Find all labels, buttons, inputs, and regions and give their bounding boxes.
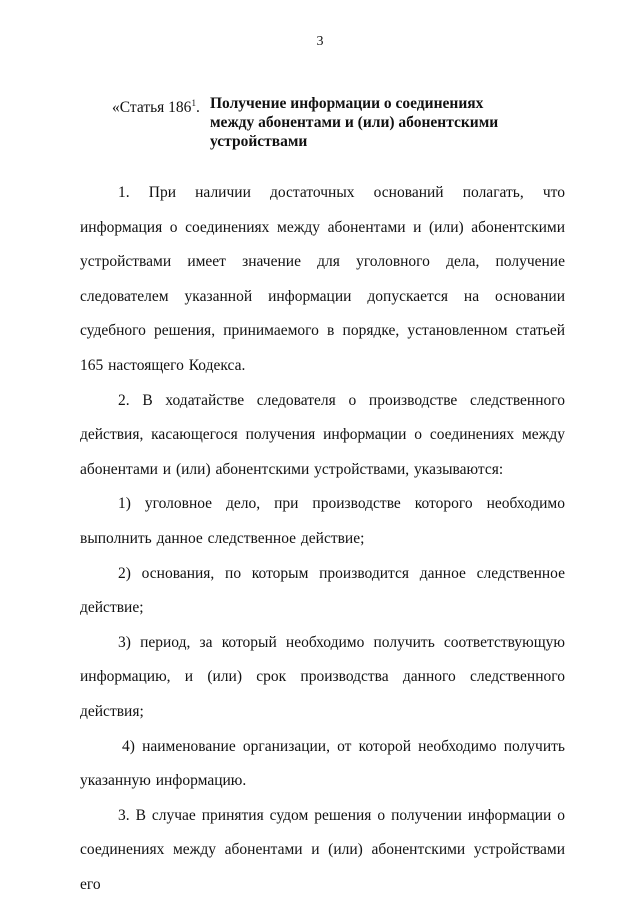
article-heading <box>112 94 552 151</box>
article-number <box>112 94 210 117</box>
article-title <box>210 94 540 151</box>
list-item-2: 2) основания, по которым производится данное следственное действие; <box>80 564 565 617</box>
paragraph-2: 2. В ходатайстве следователя о производстве следственного действия, касающегося получения информации о соединениях между абонентами и (или) абонентскими устройствами, указываются: <box>80 391 565 478</box>
page-number: 3 <box>316 34 324 49</box>
article-prefix-suffix: . <box>195 99 200 116</box>
article-title-line-2: между абонентами и (или) абонентскими <box>210 114 499 131</box>
paragraph-3: 3. В случае принятия судом решения о получении информации о соединениях между абонентами и (или) абонентскими устройствами его <box>80 806 565 893</box>
list-item-3: 3) период, за который необходимо получить соответствующую информацию, и (или) срок производства данного следственного действия; <box>80 633 565 720</box>
paragraph-1: 1. При наличии достаточных оснований полагать, что информация о соединениях между абонентами и (или) абонентскими устройствами имеет значение для уголовного дела, получение следователем указанной информации допускается на основании судебного решения, принимаемого в порядке, установленном статьей 165 настоящего Кодекса. <box>80 184 565 374</box>
list-item-4: 4) наименование организации, от которой необходимо получить указанную информацию. <box>80 737 565 790</box>
article-title-line-3: устройствами <box>210 133 308 150</box>
article-body <box>80 176 565 902</box>
article-superscript: 1 <box>191 98 196 108</box>
article-title-line-1: Получение информации о соединениях <box>210 95 484 112</box>
article-prefix-text: «Статья 186 <box>112 99 192 116</box>
list-item-1: 1) уголовное дело, при производстве которого необходимо выполнить данное следственное действие; <box>80 495 565 547</box>
